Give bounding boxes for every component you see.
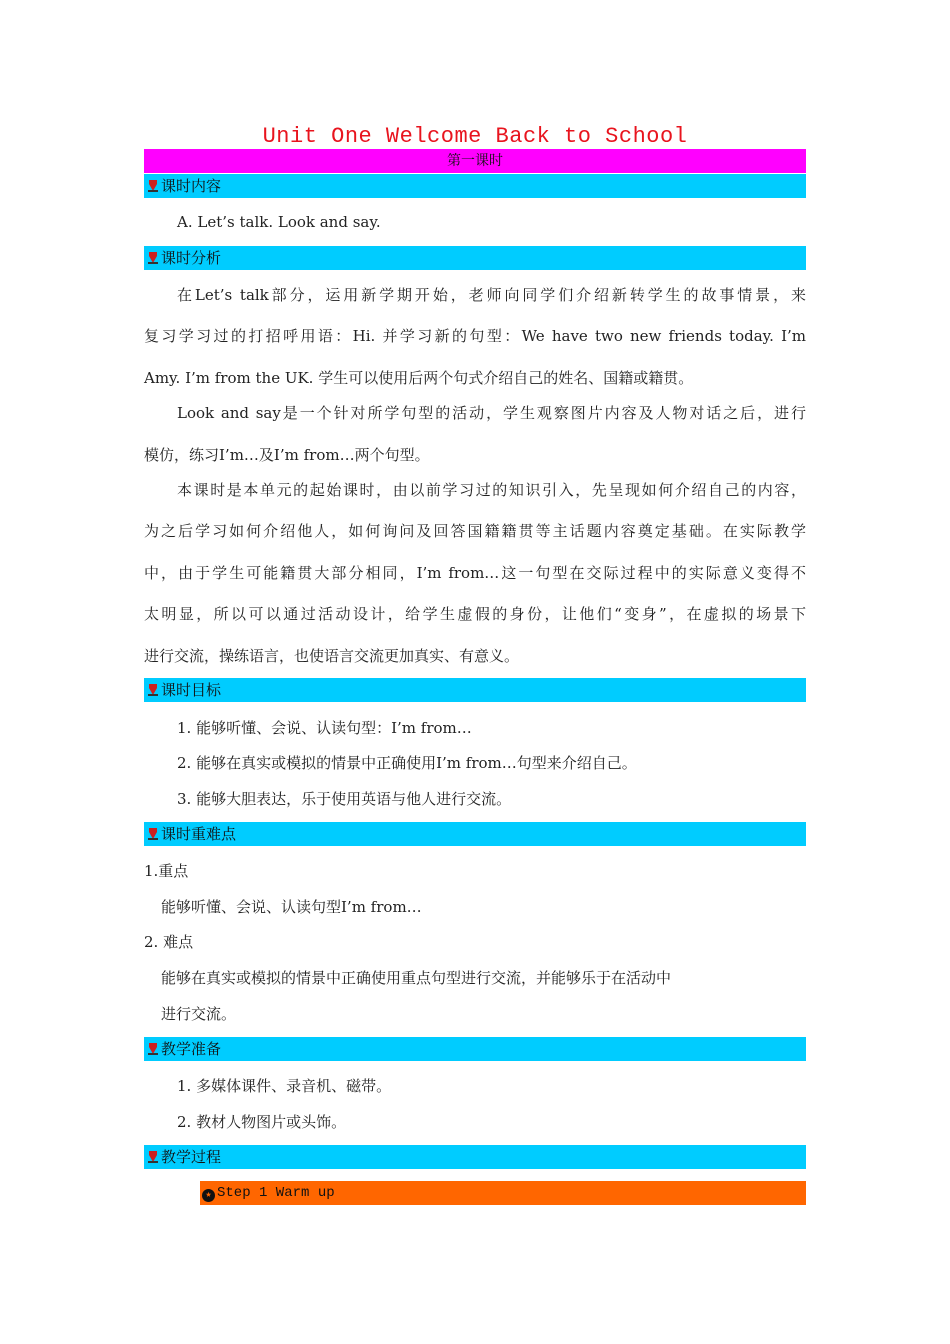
step-title: Step 1 Warm up xyxy=(217,1185,335,1201)
goal-item: 2. 能够在真实或模拟的情景中正确使用I’m from…句型来介绍自己。 xyxy=(177,754,637,772)
section-header-preparation xyxy=(144,1037,806,1061)
preparation-item: 1. 多媒体课件、录音机、磁带。 xyxy=(177,1077,392,1095)
section-title: 课时重难点 xyxy=(161,825,237,843)
section-title: 课时目标 xyxy=(161,681,222,699)
analysis-line: 进行交流，操练语言，也使语言交流更加真实、有意义。 xyxy=(144,647,520,665)
section-marker-icon xyxy=(146,827,160,841)
goal-item: 3. 能够大胆表达，乐于使用英语与他人进行交流。 xyxy=(177,790,512,808)
analysis-line: 在Let’s talk部分，运用新学期开始，老师向同学们介绍新转学生的故事情景，来 xyxy=(177,286,806,304)
difficulty-text: 进行交流。 xyxy=(161,1005,237,1023)
difficulty-label: 2. 难点 xyxy=(144,933,194,951)
section-header-key-points xyxy=(144,822,806,846)
section-title: 课时分析 xyxy=(161,249,222,267)
section-title: 教学准备 xyxy=(161,1040,222,1058)
key-point-text: 能够听懂、会说、认读句型I’m from… xyxy=(161,898,422,916)
analysis-line: Look and say是一个针对所学句型的活动，学生观察图片内容及人物对话之后，进行 xyxy=(177,404,806,422)
analysis-line: 中，由于学生可能籍贯大部分相同，I’m from…这一句型在交际过程中的实际意义变得不 xyxy=(144,564,806,582)
section-marker-icon xyxy=(146,1150,160,1164)
goal-item: 1. 能够听懂、会说、认读句型：I’m from… xyxy=(177,719,472,737)
content-line: A. Let’s talk. Look and say. xyxy=(177,213,381,231)
star-bullet-icon: ★ xyxy=(202,1189,215,1202)
analysis-line: 本课时是本单元的起始课时，由以前学习过的知识引入，先呈现如何介绍自己的内容， xyxy=(177,481,806,499)
section-marker-icon xyxy=(146,251,160,265)
analysis-line: 太明显，所以可以通过活动设计，给学生虚假的身份，让他们“变身”，在虚拟的场景下 xyxy=(144,605,806,623)
analysis-line: 模仿，练习I’m…及I’m from…两个句型。 xyxy=(144,446,430,464)
section-title: 课时内容 xyxy=(161,177,222,195)
section-header-content xyxy=(144,174,806,198)
step-header xyxy=(200,1181,806,1205)
key-point-label: 1.重点 xyxy=(144,862,189,880)
section-marker-icon xyxy=(146,1042,160,1056)
section-header-analysis xyxy=(144,246,806,270)
lesson-label-bar: 第一课时 xyxy=(144,149,806,173)
preparation-item: 2. 教材人物图片或头饰。 xyxy=(177,1113,347,1131)
section-marker-icon xyxy=(146,683,160,697)
difficulty-text: 能够在真实或模拟的情景中正确使用重点句型进行交流，并能够乐于在活动中 xyxy=(161,969,672,987)
analysis-line: 为之后学习如何介绍他人，如何询问及回答国籍籍贯等主话题内容奠定基础。在实际教学 xyxy=(144,522,806,540)
section-marker-icon xyxy=(146,179,160,193)
analysis-line: Amy. I’m from the UK. 学生可以使用后两个句式介绍自己的姓名、国籍或籍贯。 xyxy=(144,369,694,387)
document-title: Unit One Welcome Back to School xyxy=(262,124,688,149)
section-header-goals xyxy=(144,678,806,702)
section-title: 教学过程 xyxy=(161,1148,222,1166)
section-header-process xyxy=(144,1145,806,1169)
analysis-line: 复习学习过的打招呼用语：Hi. 并学习新的句型：We have two new friends today. I’m xyxy=(144,327,806,345)
